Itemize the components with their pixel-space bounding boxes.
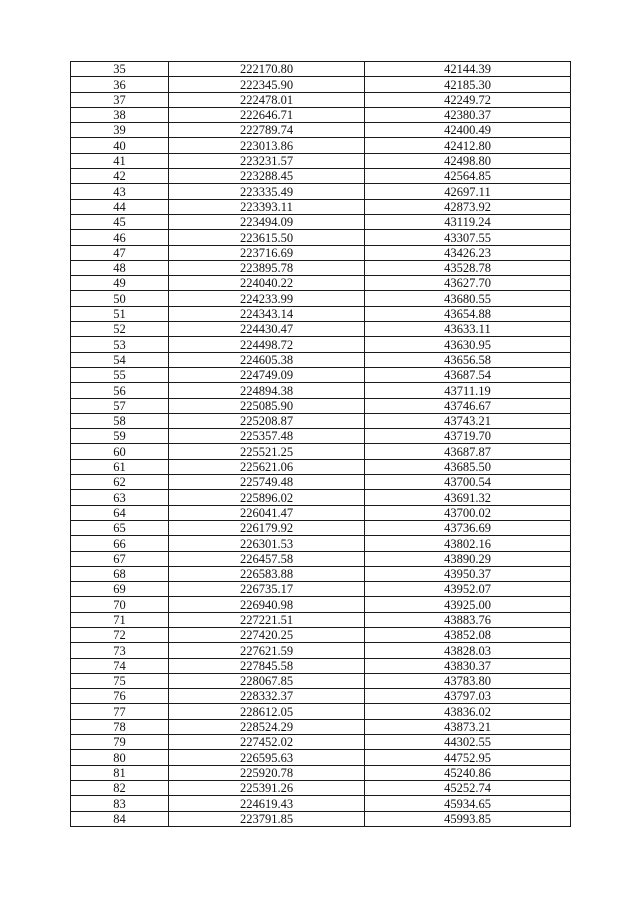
y-coordinate-cell: 43633.11 xyxy=(365,322,571,337)
point-number-cell: 35 xyxy=(71,62,169,77)
y-coordinate-cell: 43873.21 xyxy=(365,719,571,734)
table-row xyxy=(71,643,571,658)
y-coordinate-cell: 43852.08 xyxy=(365,627,571,642)
y-coordinate-cell: 44752.95 xyxy=(365,750,571,765)
point-number-cell: 41 xyxy=(71,153,169,168)
table-row xyxy=(71,505,571,520)
table-row xyxy=(71,444,571,459)
table-row xyxy=(71,123,571,138)
table-row xyxy=(71,750,571,765)
point-number-cell: 37 xyxy=(71,92,169,107)
point-number-cell: 77 xyxy=(71,704,169,719)
y-coordinate-cell: 43736.69 xyxy=(365,520,571,535)
point-number-cell: 79 xyxy=(71,735,169,750)
point-number-cell: 73 xyxy=(71,643,169,658)
x-coordinate-cell: 224233.99 xyxy=(169,291,365,306)
x-coordinate-cell: 222345.90 xyxy=(169,77,365,92)
x-coordinate-cell: 227221.51 xyxy=(169,612,365,627)
point-number-cell: 81 xyxy=(71,765,169,780)
table-row xyxy=(71,260,571,275)
x-coordinate-cell: 225521.25 xyxy=(169,444,365,459)
point-number-cell: 40 xyxy=(71,138,169,153)
x-coordinate-cell: 227420.25 xyxy=(169,627,365,642)
y-coordinate-cell: 43654.88 xyxy=(365,306,571,321)
y-coordinate-cell: 43711.19 xyxy=(365,383,571,398)
x-coordinate-cell: 225085.90 xyxy=(169,398,365,413)
x-coordinate-cell: 224343.14 xyxy=(169,306,365,321)
table-row xyxy=(71,582,571,597)
table-row xyxy=(71,291,571,306)
x-coordinate-cell: 223791.85 xyxy=(169,811,365,826)
y-coordinate-cell: 45240.86 xyxy=(365,765,571,780)
y-coordinate-cell: 43691.32 xyxy=(365,490,571,505)
table-row xyxy=(71,689,571,704)
table-row xyxy=(71,566,571,581)
y-coordinate-cell: 43828.03 xyxy=(365,643,571,658)
point-number-cell: 53 xyxy=(71,337,169,352)
point-number-cell: 64 xyxy=(71,505,169,520)
table-row xyxy=(71,796,571,811)
point-number-cell: 59 xyxy=(71,429,169,444)
table-row xyxy=(71,490,571,505)
table-row xyxy=(71,230,571,245)
x-coordinate-cell: 226041.47 xyxy=(169,505,365,520)
y-coordinate-cell: 43925.00 xyxy=(365,597,571,612)
y-coordinate-cell: 42873.92 xyxy=(365,199,571,214)
y-coordinate-cell: 43528.78 xyxy=(365,260,571,275)
x-coordinate-cell: 226735.17 xyxy=(169,582,365,597)
y-coordinate-cell: 43883.76 xyxy=(365,612,571,627)
table-row xyxy=(71,658,571,673)
x-coordinate-cell: 225621.06 xyxy=(169,459,365,474)
y-coordinate-cell: 43687.54 xyxy=(365,367,571,382)
point-number-cell: 70 xyxy=(71,597,169,612)
y-coordinate-cell: 44302.55 xyxy=(365,735,571,750)
y-coordinate-cell: 43797.03 xyxy=(365,689,571,704)
x-coordinate-cell: 224749.09 xyxy=(169,367,365,382)
y-coordinate-cell: 43830.37 xyxy=(365,658,571,673)
x-coordinate-cell: 225391.26 xyxy=(169,780,365,795)
point-number-cell: 45 xyxy=(71,214,169,229)
point-number-cell: 60 xyxy=(71,444,169,459)
y-coordinate-cell: 42697.11 xyxy=(365,184,571,199)
point-number-cell: 69 xyxy=(71,582,169,597)
x-coordinate-cell: 228067.85 xyxy=(169,673,365,688)
x-coordinate-cell: 222789.74 xyxy=(169,123,365,138)
y-coordinate-cell: 42185.30 xyxy=(365,77,571,92)
table-row xyxy=(71,276,571,291)
table-row xyxy=(71,398,571,413)
x-coordinate-cell: 225357.48 xyxy=(169,429,365,444)
table-row xyxy=(71,627,571,642)
x-coordinate-cell: 227845.58 xyxy=(169,658,365,673)
point-number-cell: 72 xyxy=(71,627,169,642)
x-coordinate-cell: 225920.78 xyxy=(169,765,365,780)
x-coordinate-cell: 222478.01 xyxy=(169,92,365,107)
y-coordinate-cell: 43307.55 xyxy=(365,230,571,245)
y-coordinate-cell: 42412.80 xyxy=(365,138,571,153)
table-row xyxy=(71,184,571,199)
point-number-cell: 46 xyxy=(71,230,169,245)
point-number-cell: 57 xyxy=(71,398,169,413)
x-coordinate-cell: 226595.63 xyxy=(169,750,365,765)
x-coordinate-cell: 225208.87 xyxy=(169,413,365,428)
x-coordinate-cell: 223231.57 xyxy=(169,153,365,168)
table-row xyxy=(71,673,571,688)
x-coordinate-cell: 224498.72 xyxy=(169,337,365,352)
x-coordinate-cell: 224894.38 xyxy=(169,383,365,398)
table-row xyxy=(71,199,571,214)
x-coordinate-cell: 224619.43 xyxy=(169,796,365,811)
table-row xyxy=(71,62,571,77)
y-coordinate-cell: 43952.07 xyxy=(365,582,571,597)
table-row xyxy=(71,413,571,428)
point-number-cell: 54 xyxy=(71,352,169,367)
point-number-cell: 48 xyxy=(71,260,169,275)
table-row xyxy=(71,352,571,367)
y-coordinate-cell: 43630.95 xyxy=(365,337,571,352)
x-coordinate-cell: 225749.48 xyxy=(169,475,365,490)
x-coordinate-cell: 227621.59 xyxy=(169,643,365,658)
point-number-cell: 61 xyxy=(71,459,169,474)
x-coordinate-cell: 223615.50 xyxy=(169,230,365,245)
point-number-cell: 55 xyxy=(71,367,169,382)
x-coordinate-cell: 224605.38 xyxy=(169,352,365,367)
y-coordinate-cell: 42249.72 xyxy=(365,92,571,107)
x-coordinate-cell: 228332.37 xyxy=(169,689,365,704)
point-number-cell: 42 xyxy=(71,169,169,184)
table-row xyxy=(71,520,571,535)
point-number-cell: 67 xyxy=(71,551,169,566)
y-coordinate-cell: 43700.02 xyxy=(365,505,571,520)
y-coordinate-cell: 43685.50 xyxy=(365,459,571,474)
x-coordinate-cell: 222170.80 xyxy=(169,62,365,77)
point-number-cell: 63 xyxy=(71,490,169,505)
x-coordinate-cell: 223288.45 xyxy=(169,169,365,184)
x-coordinate-cell: 224040.22 xyxy=(169,276,365,291)
x-coordinate-cell: 226301.53 xyxy=(169,536,365,551)
y-coordinate-cell: 45934.65 xyxy=(365,796,571,811)
table-row xyxy=(71,704,571,719)
point-number-cell: 80 xyxy=(71,750,169,765)
y-coordinate-cell: 42400.49 xyxy=(365,123,571,138)
table-row xyxy=(71,153,571,168)
point-number-cell: 84 xyxy=(71,811,169,826)
y-coordinate-cell: 43687.87 xyxy=(365,444,571,459)
x-coordinate-cell: 224430.47 xyxy=(169,322,365,337)
table-row xyxy=(71,92,571,107)
x-coordinate-cell: 228524.29 xyxy=(169,719,365,734)
y-coordinate-cell: 45252.74 xyxy=(365,780,571,795)
y-coordinate-cell: 43119.24 xyxy=(365,214,571,229)
point-number-cell: 82 xyxy=(71,780,169,795)
y-coordinate-cell: 43890.29 xyxy=(365,551,571,566)
point-number-cell: 50 xyxy=(71,291,169,306)
table-row xyxy=(71,551,571,566)
point-number-cell: 43 xyxy=(71,184,169,199)
y-coordinate-cell: 43719.70 xyxy=(365,429,571,444)
table-row xyxy=(71,475,571,490)
y-coordinate-cell: 42144.39 xyxy=(365,62,571,77)
point-number-cell: 56 xyxy=(71,383,169,398)
x-coordinate-cell: 223895.78 xyxy=(169,260,365,275)
table-row xyxy=(71,169,571,184)
y-coordinate-cell: 43680.55 xyxy=(365,291,571,306)
table-row xyxy=(71,77,571,92)
table-row xyxy=(71,383,571,398)
table-row xyxy=(71,597,571,612)
table-row xyxy=(71,367,571,382)
y-coordinate-cell: 43743.21 xyxy=(365,413,571,428)
x-coordinate-cell: 228612.05 xyxy=(169,704,365,719)
x-coordinate-cell: 223013.86 xyxy=(169,138,365,153)
x-coordinate-cell: 223716.69 xyxy=(169,245,365,260)
table-row xyxy=(71,214,571,229)
point-number-cell: 38 xyxy=(71,107,169,122)
y-coordinate-cell: 43627.70 xyxy=(365,276,571,291)
table-row xyxy=(71,735,571,750)
table-row xyxy=(71,536,571,551)
x-coordinate-cell: 223393.11 xyxy=(169,199,365,214)
point-number-cell: 78 xyxy=(71,719,169,734)
point-number-cell: 83 xyxy=(71,796,169,811)
y-coordinate-cell: 43746.67 xyxy=(365,398,571,413)
point-number-cell: 36 xyxy=(71,77,169,92)
table-row xyxy=(71,429,571,444)
table-row xyxy=(71,719,571,734)
y-coordinate-cell: 43426.23 xyxy=(365,245,571,260)
x-coordinate-cell: 223335.49 xyxy=(169,184,365,199)
table-row xyxy=(71,107,571,122)
table-row xyxy=(71,459,571,474)
point-number-cell: 74 xyxy=(71,658,169,673)
coordinates-table xyxy=(70,61,571,827)
table-row xyxy=(71,245,571,260)
x-coordinate-cell: 225896.02 xyxy=(169,490,365,505)
table-row xyxy=(71,322,571,337)
y-coordinate-cell: 43836.02 xyxy=(365,704,571,719)
point-number-cell: 65 xyxy=(71,520,169,535)
x-coordinate-cell: 223494.09 xyxy=(169,214,365,229)
table-row xyxy=(71,337,571,352)
point-number-cell: 75 xyxy=(71,673,169,688)
point-number-cell: 52 xyxy=(71,322,169,337)
table-row xyxy=(71,765,571,780)
point-number-cell: 47 xyxy=(71,245,169,260)
table-row xyxy=(71,138,571,153)
y-coordinate-cell: 43656.58 xyxy=(365,352,571,367)
coordinates-table-body xyxy=(71,62,571,827)
y-coordinate-cell: 42564.85 xyxy=(365,169,571,184)
x-coordinate-cell: 226457.58 xyxy=(169,551,365,566)
point-number-cell: 66 xyxy=(71,536,169,551)
y-coordinate-cell: 43700.54 xyxy=(365,475,571,490)
point-number-cell: 44 xyxy=(71,199,169,214)
table-row xyxy=(71,811,571,826)
point-number-cell: 49 xyxy=(71,276,169,291)
x-coordinate-cell: 226179.92 xyxy=(169,520,365,535)
x-coordinate-cell: 226583.88 xyxy=(169,566,365,581)
point-number-cell: 71 xyxy=(71,612,169,627)
y-coordinate-cell: 45993.85 xyxy=(365,811,571,826)
x-coordinate-cell: 226940.98 xyxy=(169,597,365,612)
y-coordinate-cell: 42380.37 xyxy=(365,107,571,122)
point-number-cell: 68 xyxy=(71,566,169,581)
table-row xyxy=(71,780,571,795)
point-number-cell: 76 xyxy=(71,689,169,704)
point-number-cell: 58 xyxy=(71,413,169,428)
y-coordinate-cell: 43783.80 xyxy=(365,673,571,688)
y-coordinate-cell: 42498.80 xyxy=(365,153,571,168)
table-row xyxy=(71,612,571,627)
x-coordinate-cell: 222646.71 xyxy=(169,107,365,122)
point-number-cell: 62 xyxy=(71,475,169,490)
y-coordinate-cell: 43950.37 xyxy=(365,566,571,581)
x-coordinate-cell: 227452.02 xyxy=(169,735,365,750)
table-row xyxy=(71,306,571,321)
y-coordinate-cell: 43802.16 xyxy=(365,536,571,551)
point-number-cell: 39 xyxy=(71,123,169,138)
point-number-cell: 51 xyxy=(71,306,169,321)
